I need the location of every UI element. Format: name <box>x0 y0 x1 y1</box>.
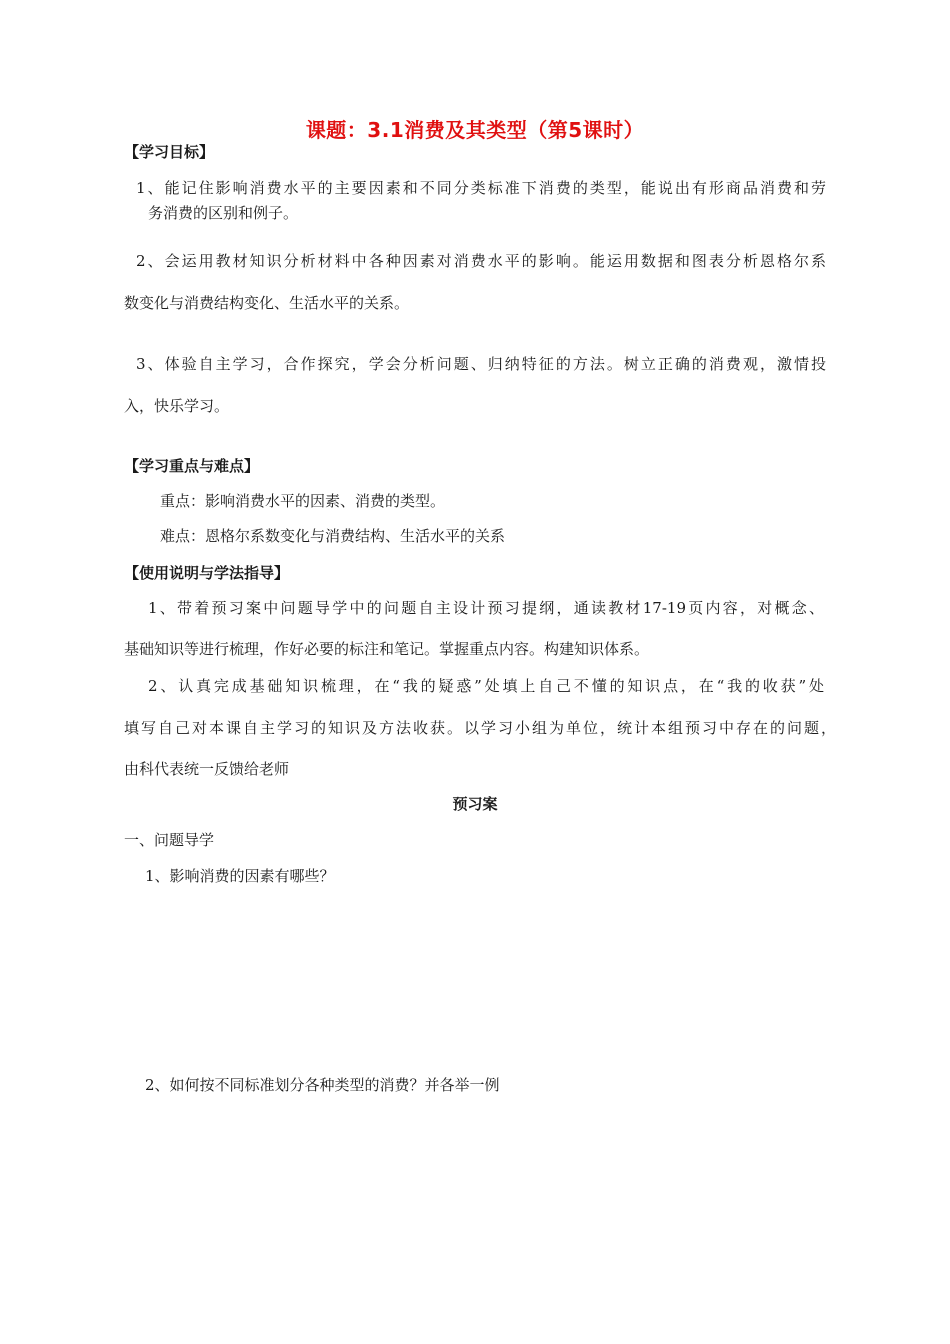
instructions-heading: 【使用说明与学法指导】 <box>124 564 290 582</box>
key-point-difficulty: 难点：恩格尔系数变化与消费结构、生活水平的关系 <box>160 527 506 545</box>
preview-heading: 预习案 <box>452 795 498 813</box>
instruction-2-line-1: 2、认真完成基础知识梳理，在“我的疑惑”处填上自己不懂的知识点，在“我的收获”处 <box>148 677 824 695</box>
objective-3-line-2: 入，快乐学习。 <box>124 397 230 415</box>
objective-1-line-2: 务消费的区别和例子。 <box>148 204 299 222</box>
preview-question-1: 1、影响消费的因素有哪些？ <box>145 867 335 885</box>
document-title: 课题：3.1消费及其类型（第5课时） <box>305 118 645 142</box>
instruction-1-line-2: 基础知识等进行梳理，作好必要的标注和笔记。掌握重点内容。构建知识体系。 <box>124 640 650 658</box>
preview-question-2: 2、如何按不同标准划分各种类型的消费？并各举一例 <box>145 1076 500 1094</box>
objective-3-line-1: 3、体验自主学习，合作探究，学会分析问题、归纳特征的方法。树立正确的消费观，激情投 <box>136 355 826 373</box>
objectives-heading: 【学习目标】 <box>124 143 215 161</box>
instruction-2-line-2: 填写自己对本课自主学习的知识及方法收获。以学习小组为单位，统计本组预习中存在的问题， <box>124 719 836 737</box>
instruction-1-line-1: 1、带着预习案中问题导学中的问题自主设计预习提纲，通读教材17-19页内容，对概念、 <box>148 599 824 617</box>
preview-section-title: 一、问题导学 <box>124 831 215 849</box>
instruction-2-line-3: 由科代表统一反馈给老师 <box>124 760 290 778</box>
key-point-focus: 重点：影响消费水平的因素、消费的类型。 <box>160 492 446 510</box>
objective-2-line-2: 数变化与消费结构变化、生活水平的关系。 <box>124 294 410 312</box>
objective-1-line-1: 1、能记住影响消费水平的主要因素和不同分类标准下消费的类型，能说出有形商品消费和劳 <box>136 179 826 197</box>
objective-2-line-1: 2、会运用教材知识分析材料中各种因素对消费水平的影响。能运用数据和图表分析恩格尔系 <box>136 252 826 270</box>
key-points-heading: 【学习重点与难点】 <box>124 457 260 475</box>
